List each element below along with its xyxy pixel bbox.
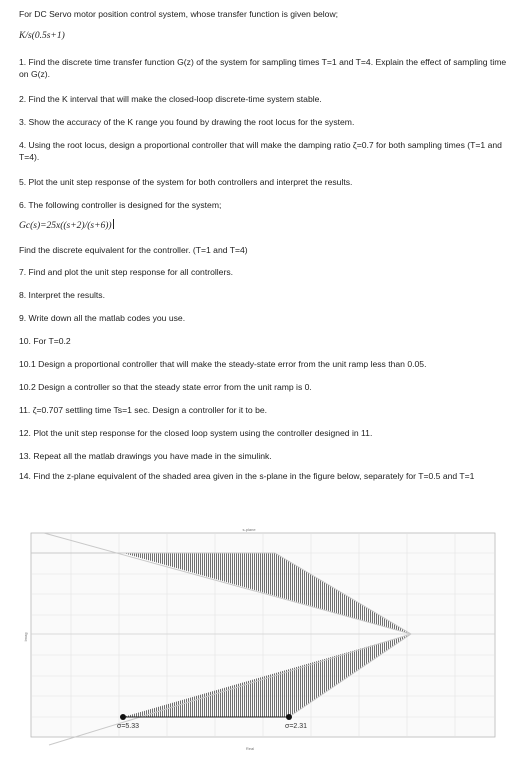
controller-formula-row [19,219,114,232]
question-6: 6. The following controller is designed for the system; [19,200,222,210]
text-cursor [113,219,114,229]
question-5: 5. Plot the unit step response of the system for both controllers and interpret the results. [19,177,353,187]
sigma-label-2: σ=2.31 [285,723,308,730]
intro-text: For DC Servo motor position control system, whose transfer function is given below; [19,9,339,19]
question-6b: Find the discrete equivalent for the controller. (T=1 and T=4) [19,245,248,255]
question-10-2: 10.2 Design a controller so that the steady state error from the unit ramp is 0. [19,382,312,392]
question-11: 11. ζ=0.707 settling time Ts=1 sec. Design a controller for it to be. [19,405,268,415]
question-2: 2. Find the K interval that will make the closed-loop discrete-time system stable. [19,94,322,104]
figure-title: s-plane [242,527,256,532]
question-14: 14. Find the z-plane equivalent of the shaded area given in the s-plane in the figure below, separately for T=0.5 and T=1 [19,471,475,481]
transfer-function: K/s(0.5s+1) [19,31,65,41]
controller-formula: Gc(s)=25x((s+2)/(s+6)) [19,221,112,231]
question-12: 12. Plot the unit step response for the closed loop system using the controller designed in 11. [19,428,373,438]
question-8: 8. Interpret the results. [19,290,105,300]
question-7: 7. Find and plot the unit step response for all controllers. [19,267,234,277]
x-axis-label: Real [245,746,255,751]
sigma-point-1 [120,714,126,720]
question-10-1: 10.1 Design a proportional controller that will make the steady-state error from the unit ramp less than 0.05. [19,359,427,369]
y-axis-label: Imag [23,632,28,642]
sigma-label-1: σ=5.33 [117,723,140,730]
question-9: 9. Write down all the matlab codes you use. [19,313,186,323]
question-13: 13. Repeat all the matlab drawings you have made in the simulink. [19,451,272,461]
sigma-point-2 [286,714,292,720]
question-4: 4. Using the root locus, design a proportional controller that will make the damping ratio ζ=0.7 for both sampling times (T=1 and T=4). [19,140,502,162]
question-3: 3. Show the accuracy of the K range you found by drawing the root locus for the system. [19,117,355,127]
s-plane-figure [24,520,504,752]
question-10: 10. For T=0.2 [19,336,71,346]
question-1: 1. Find the discrete time transfer function G(z) of the system for sampling times T=1 and T=4. Explain the effect of sampling time on G(z). [19,57,507,79]
